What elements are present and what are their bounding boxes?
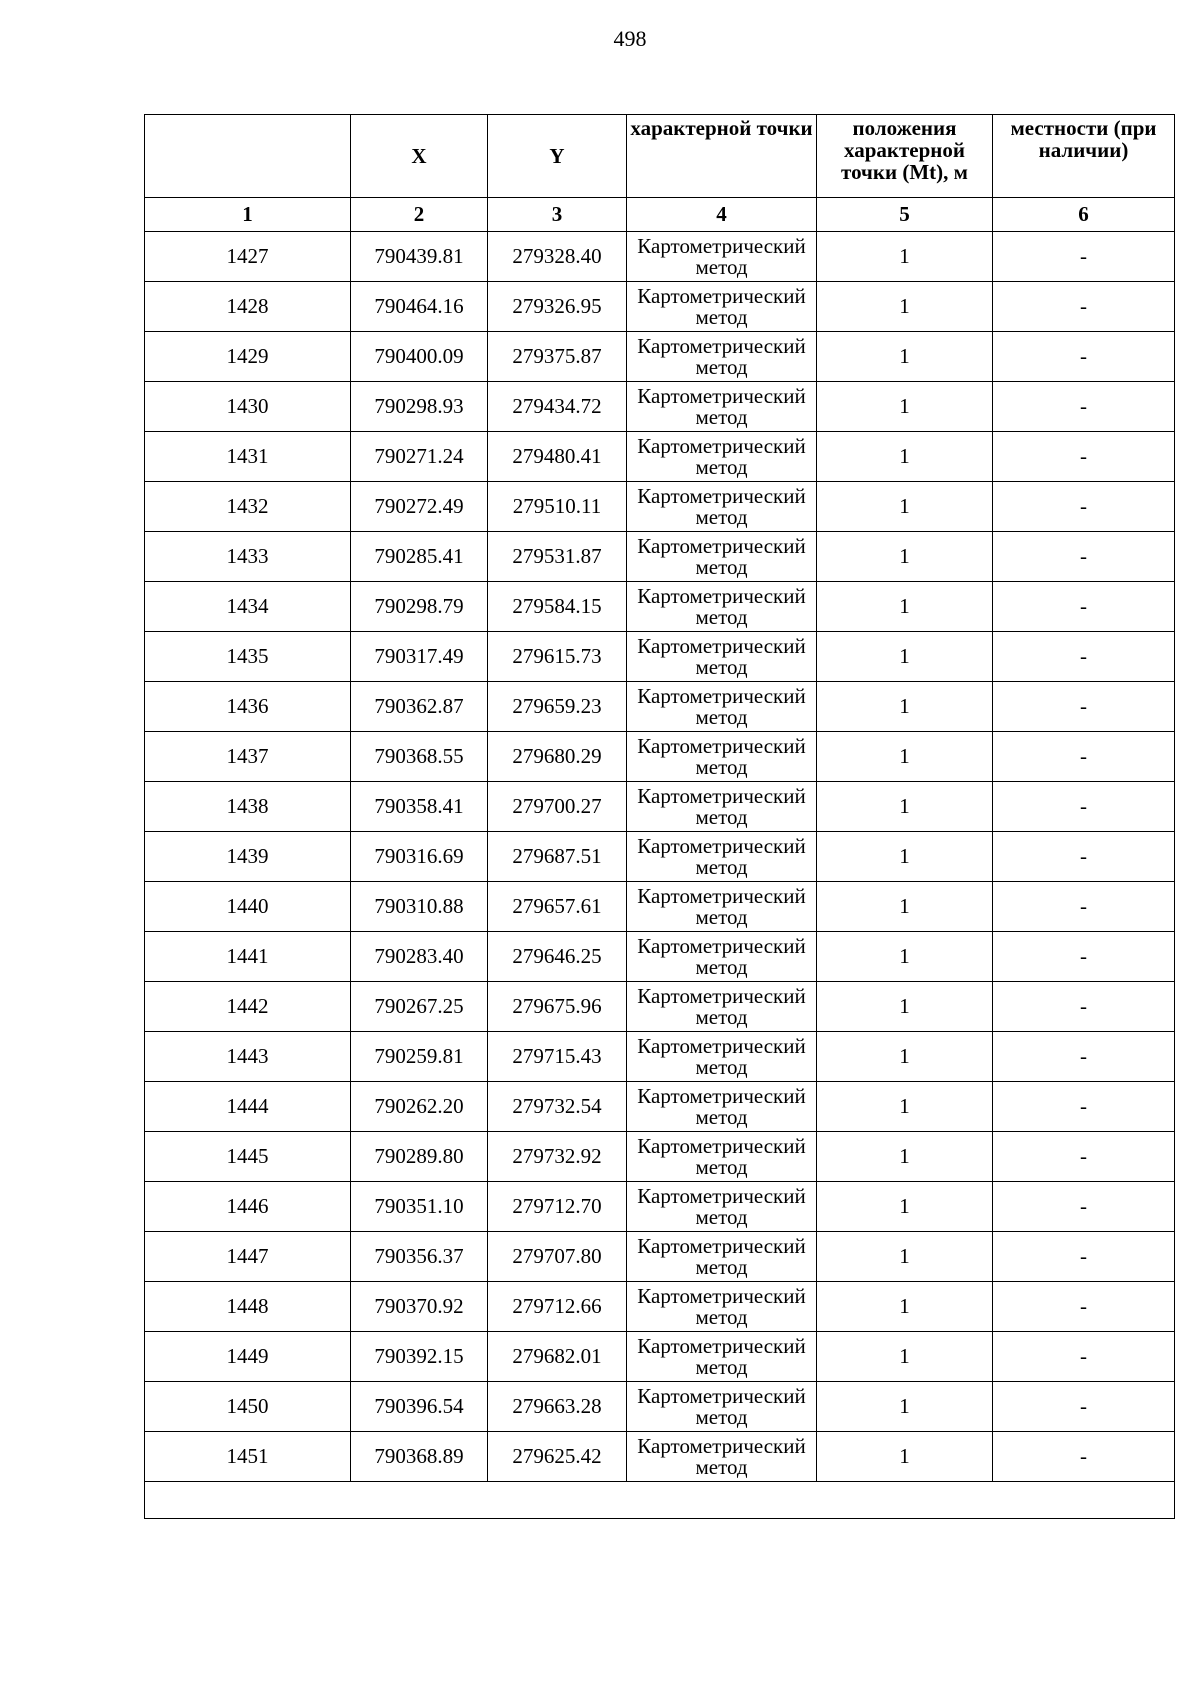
description-cell: - [993,332,1175,382]
x-coordinate-cell: 790285.41 [351,532,488,582]
description-cell: - [993,1432,1175,1482]
y-coordinate-cell: 279615.73 [488,632,627,682]
method-cell: Картометрический метод [627,282,817,332]
x-coordinate-cell: 790262.20 [351,1082,488,1132]
x-coordinate-cell: 790358.41 [351,782,488,832]
point-number-cell: 1448 [145,1282,351,1332]
y-coordinate-cell: 279680.29 [488,732,627,782]
point-number-cell: 1427 [145,232,351,282]
x-coordinate-cell: 790298.93 [351,382,488,432]
table-row [145,832,1175,882]
point-number-cell: 1450 [145,1382,351,1432]
point-number-cell: 1437 [145,732,351,782]
y-coordinate-cell: 279531.87 [488,532,627,582]
y-coordinate-cell: 279712.70 [488,1182,627,1232]
method-cell: Картометрический метод [627,932,817,982]
accuracy-cell: 1 [817,382,993,432]
point-number-cell: 1439 [145,832,351,882]
table-row [145,1282,1175,1332]
table-row [145,382,1175,432]
method-cell: Картометрический метод [627,1432,817,1482]
y-coordinate-cell: 279663.28 [488,1382,627,1432]
table-row [145,632,1175,682]
accuracy-cell: 1 [817,1232,993,1282]
column-number: 1 [145,198,351,232]
point-number-cell: 1446 [145,1182,351,1232]
column-number: 5 [817,198,993,232]
point-number-cell: 1434 [145,582,351,632]
accuracy-cell: 1 [817,332,993,382]
description-cell: - [993,532,1175,582]
accuracy-cell: 1 [817,1382,993,1432]
description-cell: - [993,982,1175,1032]
description-cell: - [993,582,1175,632]
table-row [145,782,1175,832]
table-row [145,1032,1175,1082]
header-x: X [351,115,488,198]
table-row [145,332,1175,382]
table-row [145,882,1175,932]
y-coordinate-cell: 279712.66 [488,1282,627,1332]
y-coordinate-cell: 279715.43 [488,1032,627,1082]
x-coordinate-cell: 790272.49 [351,482,488,532]
accuracy-cell: 1 [817,632,993,682]
method-cell: Картометрический метод [627,332,817,382]
method-cell: Картометрический метод [627,882,817,932]
x-coordinate-cell: 790464.16 [351,282,488,332]
table-row [145,1082,1175,1132]
description-cell: - [993,732,1175,782]
description-cell: - [993,282,1175,332]
description-cell: - [993,482,1175,532]
column-number: 4 [627,198,817,232]
method-cell: Картометрический метод [627,1282,817,1332]
table-row [145,932,1175,982]
accuracy-cell: 1 [817,732,993,782]
point-number-cell: 1442 [145,982,351,1032]
x-coordinate-cell: 790368.55 [351,732,488,782]
y-coordinate-cell: 279328.40 [488,232,627,282]
method-cell: Картометрический метод [627,682,817,732]
table-row [145,482,1175,532]
table-row [145,1132,1175,1182]
method-cell: Картометрический метод [627,482,817,532]
accuracy-cell: 1 [817,882,993,932]
table-row [145,1382,1175,1432]
point-number-cell: 1436 [145,682,351,732]
table-row [145,1332,1175,1382]
accuracy-cell: 1 [817,1082,993,1132]
header-accuracy: положения характерной точки (Mt), м [817,115,993,198]
column-number-row [145,198,1175,232]
y-coordinate-cell: 279584.15 [488,582,627,632]
table-row [145,232,1175,282]
method-cell: Картометрический метод [627,1382,817,1432]
description-cell: - [993,432,1175,482]
description-cell: - [993,932,1175,982]
table-row [145,1182,1175,1232]
accuracy-cell: 1 [817,1032,993,1082]
accuracy-cell: 1 [817,932,993,982]
y-coordinate-cell: 279700.27 [488,782,627,832]
description-cell: - [993,1032,1175,1082]
accuracy-cell: 1 [817,482,993,532]
x-coordinate-cell: 790439.81 [351,232,488,282]
table-row [145,432,1175,482]
x-coordinate-cell: 790368.89 [351,1432,488,1482]
description-cell: - [993,1082,1175,1132]
method-cell: Картометрический метод [627,1132,817,1182]
accuracy-cell: 1 [817,832,993,882]
x-coordinate-cell: 790400.09 [351,332,488,382]
point-number-cell: 1438 [145,782,351,832]
method-cell: Картометрический метод [627,632,817,682]
accuracy-cell: 1 [817,1282,993,1332]
point-number-cell: 1447 [145,1232,351,1282]
x-coordinate-cell: 790283.40 [351,932,488,982]
x-coordinate-cell: 790310.88 [351,882,488,932]
x-coordinate-cell: 790298.79 [351,582,488,632]
x-coordinate-cell: 790392.15 [351,1332,488,1382]
description-cell: - [993,1182,1175,1232]
method-cell: Картометрический метод [627,1032,817,1082]
method-cell: Картометрический метод [627,232,817,282]
accuracy-cell: 1 [817,982,993,1032]
x-coordinate-cell: 790267.25 [351,982,488,1032]
method-cell: Картометрический метод [627,432,817,482]
point-number-cell: 1451 [145,1432,351,1482]
table-row [145,682,1175,732]
method-cell: Картометрический метод [627,1332,817,1382]
method-cell: Картометрический метод [627,532,817,582]
accuracy-cell: 1 [817,682,993,732]
empty-footer-row [145,1482,1175,1519]
table-row [145,282,1175,332]
description-cell: - [993,682,1175,732]
table-body [145,232,1175,1482]
y-coordinate-cell: 279707.80 [488,1232,627,1282]
method-cell: Картометрический метод [627,1182,817,1232]
y-coordinate-cell: 279646.25 [488,932,627,982]
accuracy-cell: 1 [817,532,993,582]
point-number-cell: 1430 [145,382,351,432]
point-number-cell: 1433 [145,532,351,582]
description-cell: - [993,882,1175,932]
y-coordinate-cell: 279326.95 [488,282,627,332]
column-number: 3 [488,198,627,232]
y-coordinate-cell: 279687.51 [488,832,627,882]
point-number-cell: 1445 [145,1132,351,1182]
x-coordinate-cell: 790317.49 [351,632,488,682]
description-cell: - [993,1332,1175,1382]
table-row [145,732,1175,782]
method-cell: Картометрический метод [627,1082,817,1132]
table-row [145,982,1175,1032]
accuracy-cell: 1 [817,1332,993,1382]
x-coordinate-cell: 790289.80 [351,1132,488,1182]
y-coordinate-cell: 279480.41 [488,432,627,482]
x-coordinate-cell: 790351.10 [351,1182,488,1232]
y-coordinate-cell: 279732.92 [488,1132,627,1182]
coordinates-table [144,114,1175,1519]
x-coordinate-cell: 790362.87 [351,682,488,732]
point-number-cell: 1429 [145,332,351,382]
point-number-cell: 1440 [145,882,351,932]
accuracy-cell: 1 [817,582,993,632]
x-coordinate-cell: 790316.69 [351,832,488,882]
accuracy-cell: 1 [817,282,993,332]
description-cell: - [993,782,1175,832]
y-coordinate-cell: 279657.61 [488,882,627,932]
description-cell: - [993,1382,1175,1432]
method-cell: Картометрический метод [627,732,817,782]
table-row [145,532,1175,582]
point-number-cell: 1432 [145,482,351,532]
x-coordinate-cell: 790259.81 [351,1032,488,1082]
method-cell: Картометрический метод [627,382,817,432]
x-coordinate-cell: 790271.24 [351,432,488,482]
y-coordinate-cell: 279682.01 [488,1332,627,1382]
point-number-cell: 1449 [145,1332,351,1382]
x-coordinate-cell: 790396.54 [351,1382,488,1432]
y-coordinate-cell: 279659.23 [488,682,627,732]
accuracy-cell: 1 [817,1182,993,1232]
column-number: 2 [351,198,488,232]
point-number-cell: 1435 [145,632,351,682]
point-number-cell: 1431 [145,432,351,482]
header-point-name [145,115,351,198]
accuracy-cell: 1 [817,782,993,832]
y-coordinate-cell: 279625.42 [488,1432,627,1482]
y-coordinate-cell: 279732.54 [488,1082,627,1132]
description-cell: - [993,832,1175,882]
y-coordinate-cell: 279434.72 [488,382,627,432]
y-coordinate-cell: 279675.96 [488,982,627,1032]
point-number-cell: 1428 [145,282,351,332]
accuracy-cell: 1 [817,1432,993,1482]
table-row [145,582,1175,632]
description-cell: - [993,1282,1175,1332]
method-cell: Картометрический метод [627,1232,817,1282]
description-cell: - [993,232,1175,282]
description-cell: - [993,1232,1175,1282]
page-number: 498 [613,26,647,51]
point-number-cell: 1441 [145,932,351,982]
accuracy-cell: 1 [817,232,993,282]
x-coordinate-cell: 790370.92 [351,1282,488,1332]
y-coordinate-cell: 279375.87 [488,332,627,382]
x-coordinate-cell: 790356.37 [351,1232,488,1282]
empty-cell [145,1482,1175,1519]
y-coordinate-cell: 279510.11 [488,482,627,532]
method-cell: Картометрический метод [627,582,817,632]
accuracy-cell: 1 [817,432,993,482]
description-cell: - [993,1132,1175,1182]
column-number: 6 [993,198,1175,232]
header-description: местности (при наличии) [993,115,1175,198]
method-cell: Картометрический метод [627,832,817,882]
table-row [145,1232,1175,1282]
point-number-cell: 1444 [145,1082,351,1132]
method-cell: Картометрический метод [627,782,817,832]
accuracy-cell: 1 [817,1132,993,1182]
header-y: Y [488,115,627,198]
table-row [145,1432,1175,1482]
description-cell: - [993,632,1175,682]
header-method: характерной точки [627,115,817,198]
header-row [145,115,1175,198]
method-cell: Картометрический метод [627,982,817,1032]
point-number-cell: 1443 [145,1032,351,1082]
description-cell: - [993,382,1175,432]
